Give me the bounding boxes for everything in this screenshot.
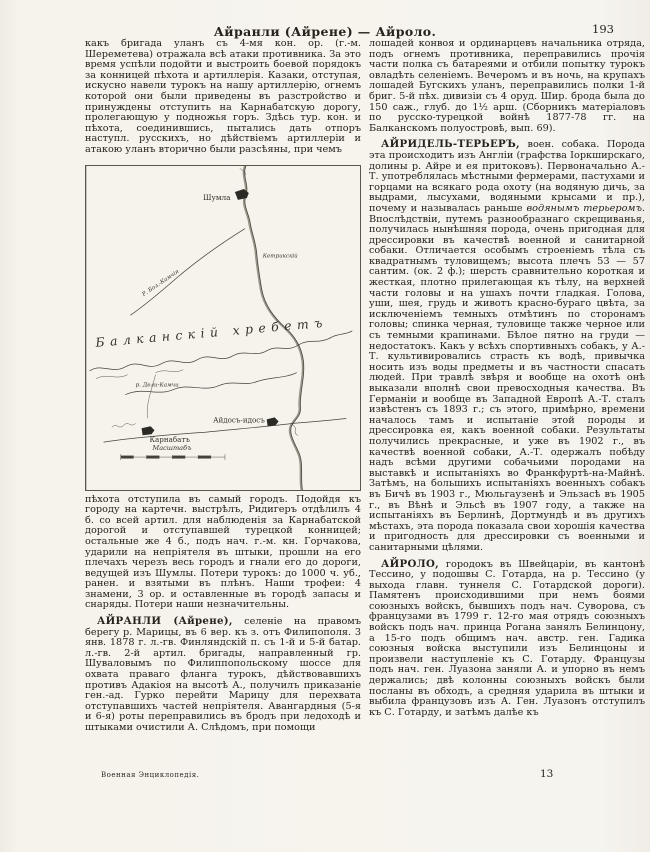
signature-number: 13 <box>540 768 554 780</box>
page-title: Айранли (Айрене) — Айроло. <box>213 24 437 39</box>
entry-airedale-body-1: воен. собака. Порода эта происходитъ изъ Англіи (графства Іоркширскаго, долины р. Айре и ея притоковъ). Первоначально А.-Т. употреблялась мѣстными фермерами, пастухами и горцами на всякаго рода охоту (на водяную дичь, за выдрами, лысухами, водяными крысами и пр.), почему и называлась раньше <box>369 139 645 214</box>
entry-airolo <box>369 559 645 719</box>
map-label-district: Кетрикскій <box>262 253 298 260</box>
battle-map <box>85 165 361 491</box>
handwriting-scribble-road <box>112 423 136 427</box>
right-column <box>369 39 645 734</box>
map-label-river-deli: р. Дели-Камчи <box>135 382 179 389</box>
entry-airanli <box>85 616 361 734</box>
handwriting-scribble-river <box>292 424 298 436</box>
text-columns <box>85 39 645 734</box>
map-label-tributary: Р. Бол.-Камчія <box>141 268 181 298</box>
page-number: 193 <box>592 22 614 36</box>
entry-airanli-term: АЙРАНЛИ (Айрене), <box>97 615 233 628</box>
paragraph-continuation-top: какъ бригада уланъ съ 4-мя кон. ор. (г.-м. Шереметева) отражала всѣ атаки противника. За это время успѣли подойти и выстроить боевой порядокъ за конницей пѣхота и артиллерія. Казаки, отступая, искусно навели турокъ на нашу артиллерію, огнемъ которой они были приведены въ разстройство и принуждены отступить на Карнабатскую дорогу, пролегающую у подножья горъ. Здѣсь тур. кон. и пѣхота, соединившись, пытались дать отпоръ наступл. русскихъ, но дѣйствіемъ артиллеріи и атакою уланъ вторично были разсѣяны, при чемъ <box>85 38 361 155</box>
paragraph-continuation-below-map: пѣхота отступила въ самый городъ. Подойдя къ городу на картечн. выстрѣлъ, Ридигеръ отдѣлилъ 4 б. со всей артил. для наблюденія за Карнабатской дорогой и отступавшей турецкой конницей; остальные же 4 б., подъ нач. г.-м. кн. Горчакова, ударили на непріятеля въ штыки, прошли на его плечахъ черезъ весь городъ и гнали его до дороги, ведущей изъ Шумлы. Потери турокъ: до 1000 ч. уб., ранен. и взятыми въ плѣнъ. Наши трофеи: 4 знамени, 3 ор. и оставленные въ городѣ запасы и снаряды. Потери наши незначительны. <box>85 493 361 611</box>
map-label-scale: Масштабъ <box>152 443 192 452</box>
battle-map-svg <box>86 166 360 490</box>
map-label-shumla: Шумла <box>203 192 231 202</box>
left-column <box>85 39 361 734</box>
entry-airolo-term: АЙРОЛО, <box>381 557 439 570</box>
entry-airanli-body: селеніе на правомъ берегу р. Марицы, въ 6 вер. къ з. отъ Филипополя. 3 янв. 1878 г. л.-гв. Финляндскій п. съ 1-й и 5-й батар. л.-гв. 2-й артил. бригады, направленный гр. Шуваловымъ по Филиппопольскому шоссе для охвата праваго фланга турокъ, дѣйствовавшихъ противъ Адакіоя на высотѣ А., получилъ приказаніе ген.-ад. Гурко перейти Марицу для перехвата отступавшихъ частей непріятеля. Авангардныя (5-я и 6-я) роты переправились въ бродъ при ледоходѣ и штыками очистили А. Слѣдомъ, при помощи <box>85 616 361 733</box>
entry-airolo-body: городокъ въ Швейцаріи, въ кантонѣ Тессино, у подошвы С. Готарда, на р. Тессино (у выхода главн. туннеля С. Готардской дороги). Памятенъ происходившими при немъ боями союзныхъ войскъ, бывшихъ подъ нач. Суворова, съ французами въ 1799 г. 12-го мая отрядъ союзныхъ войскъ подъ нач. принца Рогана занялъ Белинцону, а 15-го подъ общимъ нач. австр. ген. Гадика союзныя войска выступили изъ Белинцоны и произвели наступленіе къ С. Готарду. Французы подъ нач. ген. Луазона заняли А. и упорно въ немъ держались; двѣ колонны союзныхъ войскъ были посланы въ обходъ, а средняя ударила въ штыки и выбила французовъ изъ А. Ген. Луазонъ отступилъ къ С. Готарду, и затѣмъ далѣе къ <box>369 558 645 718</box>
entry-airedale-term: АЙРИДЕЛЬ-ТЕРЬЕРЪ, <box>381 138 520 151</box>
map-label-karnabat: Карнабатъ <box>149 434 190 444</box>
entry-airedale <box>369 139 645 553</box>
town-karnabat-marker <box>142 426 155 435</box>
scale-bar <box>121 454 225 460</box>
entry-airedale-body-2: . Впослѣдствіи, путемъ разнообразнаго скрещиванья, получилась нынѣшняя порода, очень пригодная для дрессировки въ качествѣ военной и санитарной собаки. Отличается особымъ строеніемъ тѣла съ квадратнымъ туловищемъ; высота плечъ 53 — 57 сантим. (ок. 2 ф.); шерсть сравнительно короткая и жесткая, плотно прилегающая къ тѣлу, на верхней части головы и на ушахъ почти гладкая. Голова, уши, шея, грудь и животъ красно-бураго цвѣта, за исключеніемъ темныхъ отмѣтинъ по сторонамъ головы; спинка черная, туловище также черное или съ темными крапинами. Бѣлое пятно на груди — недостатокъ. Какъ у всѣхъ спортивныхъ собакъ, у А.-Т. культивировались страсть къ водѣ, привычка носить изъ воды предметы и въ частности спасать людей. При травлѣ звѣря и вообще на охотѣ онѣ выказали вполнѣ свои превосходныя качества. Въ Германіи и вообще въ Западной Европѣ А.-Т. сталъ извѣстенъ съ 1893 г.; съ этого, примѣрно, времени началось тамъ и испытаніе этой породы и дрессировка ея, какъ военной собаки. Результаты получились прекрасные, и уже въ 1902 г., въ качествѣ военной собаки, А.-Т. одержалъ побѣду надъ всѣми другими собачьими породами на выставкѣ и испытаніяхъ во Франкфуртѣ-на-Майнѣ. Затѣмъ, на большихъ испытаніяхъ военныхъ собакъ въ Бичѣ въ 1903 г., Мюльгаузенѣ и Эльзасѣ въ 1905 г., въ Вѣнѣ и Эльсѣ въ 1907 году, а также на испытаніяхъ въ Берлинѣ, Дортмундѣ и въ другихъ мѣстахъ, эта порода показала свои хорошія качества и пригодность для дрессировки съ военными и санитарными цѣлями. <box>369 202 645 553</box>
map-label-ridge: Балканскій хребетъ <box>94 314 329 350</box>
map-label-aidos: Айдосъ-идосъ <box>213 414 265 424</box>
entry-airedale-italic-phrase: водянымъ терьеромъ <box>526 202 642 214</box>
paragraph-continuation-right: лошадей конвоя и ординарцевъ начальника отряда, подъ огнемъ противника, переправились прочія части полка съ батареями и отбили попытку турокъ овладѣть селеніемъ. Вечеромъ и въ ночь, на крупахъ лошадей Бугскихъ уланъ, переправились полки 1-й бриг. 5-й пѣх. дивизіи съ 4 оруд. Шир. брода была до 150 саж., глуб. до 1½ арш. (Сборникъ матеріаловъ по русско-турецкой войнѣ 1877-78 гг. на Балканскомъ полуостровѣ, вып. 69). <box>369 38 645 134</box>
river-left-branch <box>147 374 155 418</box>
imprint: Военная Энциклопедія. <box>101 771 200 779</box>
river-tributary <box>131 228 245 314</box>
